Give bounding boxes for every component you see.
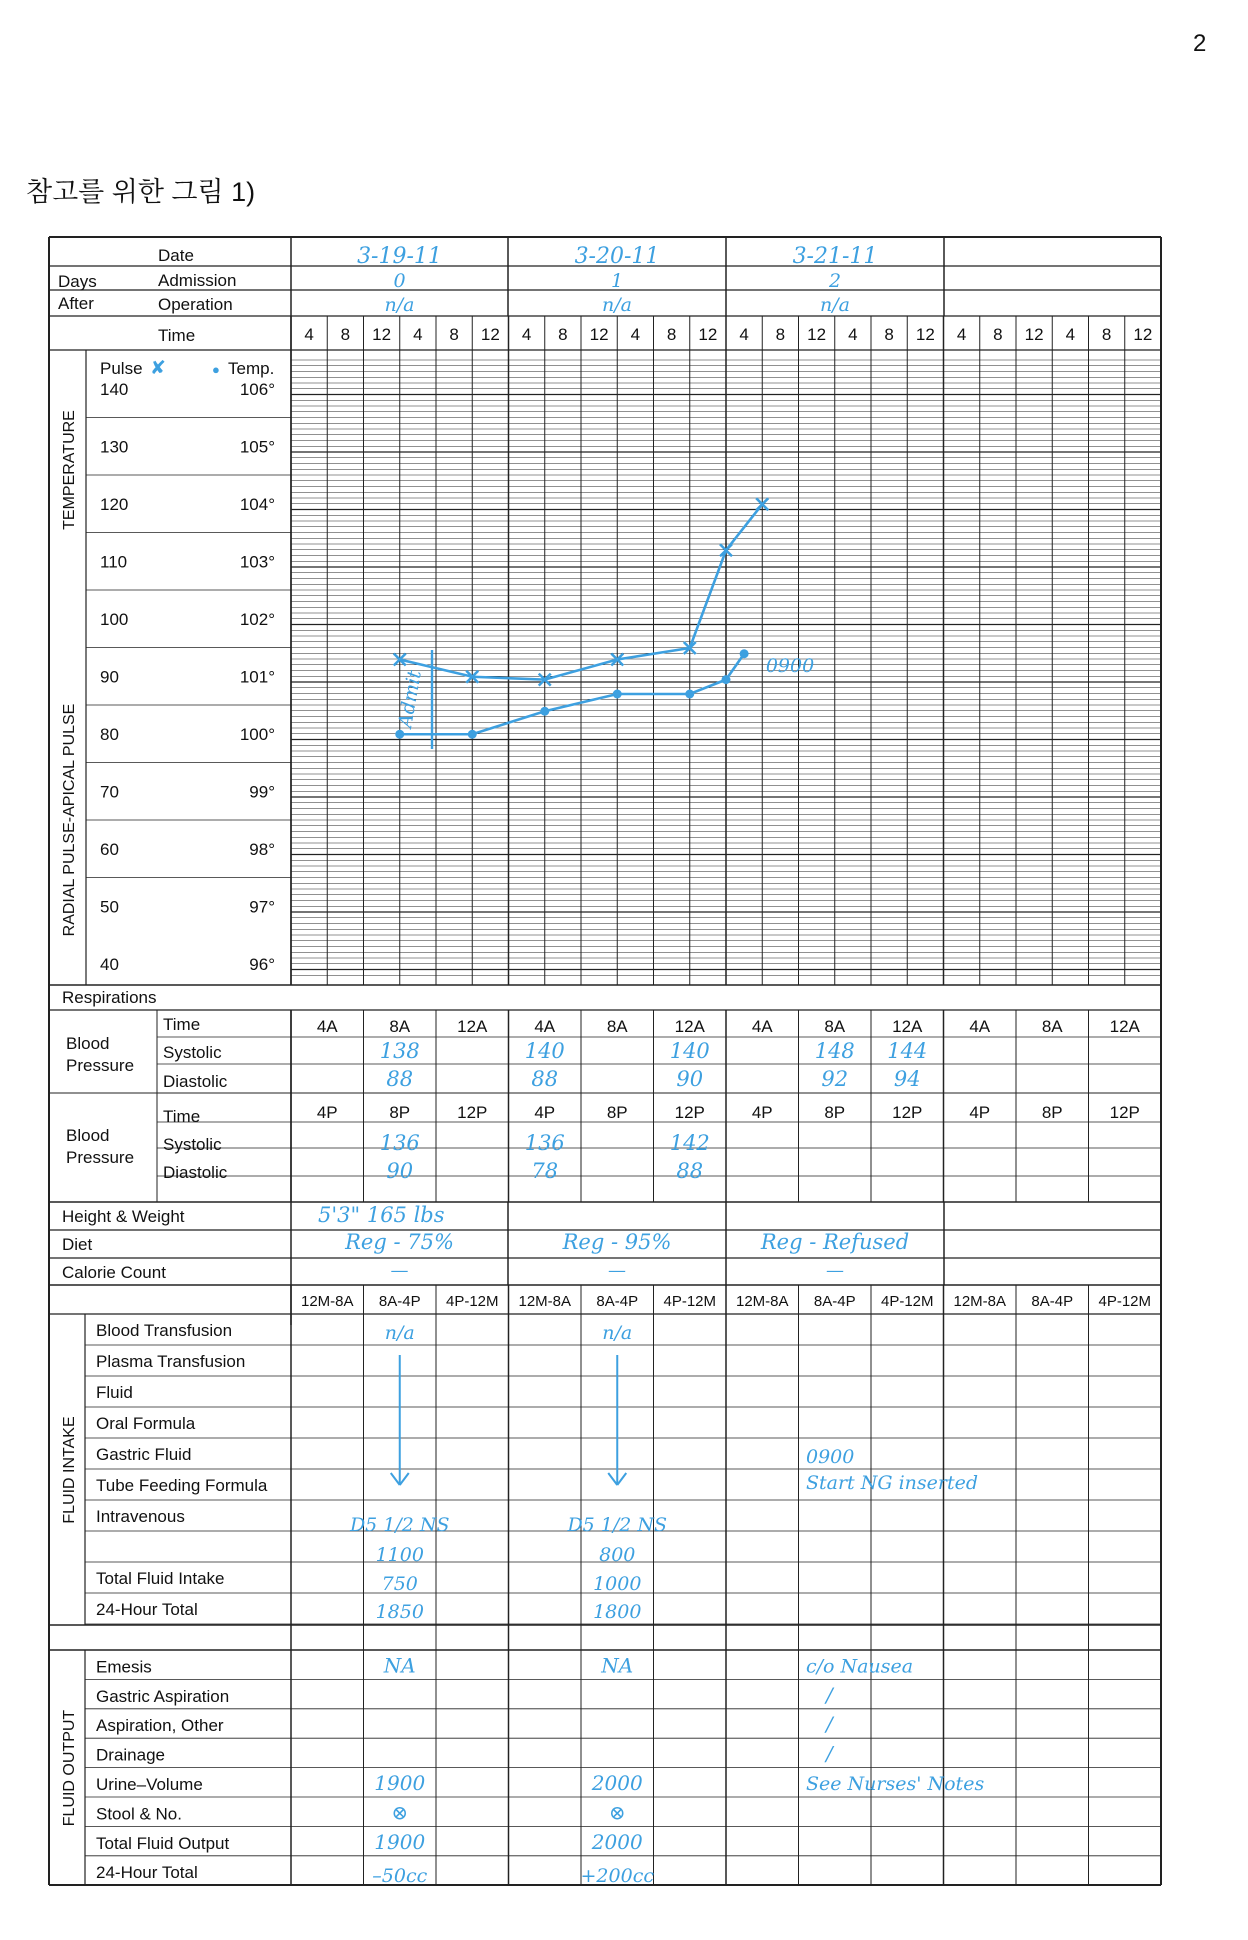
date-value: 3-19-11 bbox=[357, 244, 442, 269]
diet-value: Reg - 75% bbox=[345, 1230, 454, 1254]
diet-value: Reg - 95% bbox=[562, 1230, 672, 1254]
temp-marker-legend: ● bbox=[212, 362, 220, 377]
output-value: / bbox=[826, 1712, 833, 1737]
pulse-scale-label: 130 bbox=[100, 437, 129, 457]
output-row-label: Gastric Aspiration bbox=[96, 1686, 230, 1706]
bp-time-label: Time bbox=[163, 1107, 201, 1126]
intake-value: 1100 bbox=[375, 1544, 424, 1566]
calorie-value: — bbox=[390, 1260, 409, 1281]
time-col-label: 12 bbox=[1024, 325, 1044, 344]
bp-am-time: 8A bbox=[824, 1017, 846, 1036]
temp-scale-label: 97° bbox=[249, 897, 275, 917]
shift-col-label: 12M-8A bbox=[300, 1293, 354, 1310]
intake-row-label: Fluid bbox=[96, 1383, 133, 1402]
bp-label: Blood bbox=[66, 1034, 110, 1053]
intake-value: 1850 bbox=[375, 1601, 424, 1623]
output-row-label: Aspiration, Other bbox=[96, 1716, 224, 1736]
intake-value: Start NG inserted bbox=[806, 1472, 979, 1494]
shift-col-label: 12M-8A bbox=[735, 1293, 789, 1310]
time-label: Time bbox=[158, 326, 196, 345]
bp-am-time: 12A bbox=[457, 1017, 488, 1036]
operation-label: Operation bbox=[158, 295, 233, 314]
diastolic-value: 78 bbox=[531, 1159, 559, 1183]
page-number: 2 bbox=[1193, 30, 1207, 57]
bp-am-time: 8A bbox=[389, 1017, 411, 1036]
time-col-label: 4 bbox=[1065, 325, 1076, 344]
admission-day-value: 1 bbox=[610, 270, 624, 292]
temp-scale-label: 103° bbox=[239, 552, 275, 572]
bp-pm-time: 4P bbox=[534, 1103, 556, 1122]
bp-pm-time: 8P bbox=[824, 1103, 846, 1122]
shift-col-label: 4P-12M bbox=[445, 1293, 499, 1310]
time-col-label: 8 bbox=[340, 325, 351, 344]
bp-pm-time: 12P bbox=[1109, 1103, 1140, 1122]
systolic-value: 136 bbox=[379, 1131, 420, 1155]
output-value: / bbox=[826, 1741, 833, 1766]
fluid-intake-side-label: FLUID INTAKE bbox=[61, 1416, 78, 1524]
time-col-label: 8 bbox=[775, 325, 786, 344]
output-value: 2000 bbox=[591, 1771, 643, 1795]
temp-scale-label: 96° bbox=[249, 955, 275, 974]
intake-value: n/a bbox=[384, 1322, 415, 1344]
output-row-label: 24-Hour Total bbox=[96, 1863, 198, 1883]
bp-pm-time: 12P bbox=[892, 1103, 923, 1122]
intake-value: D5 1/2 NS bbox=[567, 1514, 668, 1536]
intake-value: 1000 bbox=[593, 1573, 642, 1595]
intake-row-label: Gastric Fluid bbox=[96, 1445, 192, 1464]
intake-value: 800 bbox=[599, 1544, 636, 1566]
temp-scale-label: 105° bbox=[239, 437, 275, 457]
bp-am-time: 4A bbox=[316, 1017, 338, 1036]
intake-row-label: 24-Hour Total bbox=[96, 1600, 198, 1619]
pulse-scale-label: 60 bbox=[100, 840, 119, 859]
systolic-value: 140 bbox=[524, 1039, 565, 1063]
output-value: NA bbox=[383, 1653, 416, 1678]
intake-row-label: Blood Transfusion bbox=[96, 1321, 233, 1340]
intake-row-label: Total Fluid Intake bbox=[96, 1569, 225, 1588]
intake-row-label: Tube Feeding Formula bbox=[96, 1476, 268, 1495]
intake-value: D5 1/2 NS bbox=[349, 1514, 450, 1536]
shift-col-label: 4P-12M bbox=[1098, 1293, 1152, 1310]
intake-value: n/a bbox=[602, 1322, 633, 1344]
systolic-value: 148 bbox=[814, 1039, 855, 1063]
shift-col-label: 12M-8A bbox=[518, 1293, 572, 1310]
systolic-value: 136 bbox=[524, 1131, 565, 1155]
shift-col-label: 8A-4P bbox=[596, 1293, 639, 1310]
handwritten-entries bbox=[318, 244, 984, 1887]
output-value: 1900 bbox=[374, 1829, 426, 1854]
pulse-scale-label: 140 bbox=[100, 380, 129, 399]
temp-scale-label: 102° bbox=[239, 610, 275, 629]
time-col-label: 4 bbox=[956, 325, 967, 344]
pulse-scale-label: 120 bbox=[100, 495, 129, 514]
days-label: Days bbox=[58, 272, 97, 291]
temp-point bbox=[740, 649, 749, 658]
output-value: NA bbox=[601, 1653, 634, 1678]
temp-point bbox=[468, 730, 477, 739]
output-row-label: Drainage bbox=[96, 1745, 165, 1765]
output-value: / bbox=[826, 1682, 833, 1707]
time-col-label: 8 bbox=[993, 325, 1003, 344]
time-note: 0900 bbox=[765, 655, 815, 677]
pulse-scale-label: 100 bbox=[100, 610, 129, 629]
shift-col-label: 4P-12M bbox=[880, 1293, 934, 1310]
operation-value: n/a bbox=[820, 294, 850, 316]
time-col-label: 4 bbox=[739, 325, 749, 344]
output-row-label: Urine–Volume bbox=[96, 1775, 203, 1794]
diastolic-value: 90 bbox=[386, 1159, 414, 1183]
time-col-label: 4 bbox=[413, 325, 423, 344]
intake-value: 0900 bbox=[806, 1446, 855, 1468]
shift-col-label: 12M-8A bbox=[953, 1293, 1007, 1310]
diastolic-label: Diastolic bbox=[163, 1072, 228, 1091]
output-value: –50cc bbox=[372, 1865, 428, 1888]
bp-pm-time: 8P bbox=[606, 1103, 628, 1122]
pulse-scale-label: 40 bbox=[100, 955, 119, 974]
bp-pm-time: 12P bbox=[674, 1103, 705, 1122]
admit-note: Admit bbox=[394, 668, 426, 730]
output-row-label: Total Fluid Output bbox=[96, 1833, 230, 1853]
temp-scale-label: 100° bbox=[239, 725, 275, 744]
time-col-label: 8 bbox=[558, 325, 568, 344]
bp-label: Blood bbox=[66, 1126, 110, 1145]
bp-am-time: 4A bbox=[534, 1017, 556, 1036]
bp-am-time: 12A bbox=[674, 1017, 705, 1036]
time-col-label: 12 bbox=[807, 325, 827, 344]
time-col-label: 12 bbox=[589, 325, 609, 344]
time-col-label: 12 bbox=[698, 325, 718, 344]
systolic-value: 138 bbox=[379, 1039, 420, 1063]
temperature-side-label: TEMPERATURE bbox=[61, 410, 78, 530]
output-value: ⊗ bbox=[608, 1800, 626, 1825]
time-col-label: 12 bbox=[915, 325, 935, 344]
systolic-label: Systolic bbox=[163, 1135, 222, 1154]
diastolic-value: 88 bbox=[676, 1159, 704, 1183]
operation-value: n/a bbox=[384, 294, 415, 316]
shift-col-label: 8A-4P bbox=[1031, 1293, 1074, 1310]
temp-scale-label: 99° bbox=[249, 782, 275, 802]
pulse-side-label: RADIAL PULSE-APICAL PULSE bbox=[61, 703, 78, 937]
diastolic-value: 88 bbox=[531, 1067, 559, 1091]
operation-value: n/a bbox=[602, 294, 632, 316]
diastolic-label: Diastolic bbox=[163, 1163, 228, 1182]
intake-arrow bbox=[391, 1473, 400, 1485]
shift-col-label: 4P-12M bbox=[663, 1293, 717, 1310]
intake-row-label: Intravenous bbox=[96, 1507, 185, 1526]
date-value: 3-20-11 bbox=[574, 244, 660, 269]
temp-point bbox=[613, 690, 622, 699]
pulse-scale-label: 110 bbox=[100, 552, 128, 572]
time-col-label: 4 bbox=[304, 325, 314, 344]
temp-point bbox=[395, 730, 404, 739]
temp-scale-label: 104° bbox=[239, 495, 275, 514]
output-value: 1900 bbox=[374, 1771, 426, 1795]
diastolic-value: 94 bbox=[893, 1067, 921, 1091]
bp-am-time: 4A bbox=[969, 1017, 991, 1036]
bp-am-time: 4A bbox=[751, 1017, 773, 1036]
bp-pm-time: 4P bbox=[751, 1103, 773, 1122]
temp-point bbox=[685, 690, 694, 699]
time-col-label: 8 bbox=[884, 325, 894, 344]
output-value: See Nurses' Notes bbox=[806, 1773, 985, 1795]
diastolic-value: 92 bbox=[821, 1067, 849, 1091]
time-col-label: 4 bbox=[630, 325, 641, 344]
time-col-label: 12 bbox=[1133, 325, 1153, 344]
shift-col-label: 8A-4P bbox=[378, 1293, 421, 1310]
bp-pm-time: 4P bbox=[969, 1103, 991, 1122]
respirations-label: Respirations bbox=[62, 988, 157, 1007]
systolic-label: Systolic bbox=[163, 1043, 222, 1062]
temp-scale-label: 106° bbox=[239, 380, 275, 399]
output-value: +200cc bbox=[580, 1865, 654, 1888]
intake-arrow bbox=[400, 1473, 409, 1485]
admission-day-value: 0 bbox=[393, 270, 406, 292]
shift-col-label: 8A-4P bbox=[813, 1293, 856, 1310]
date-value: 3-21-11 bbox=[792, 244, 878, 269]
admission-day-value: 2 bbox=[828, 270, 842, 292]
intake-row-label: Oral Formula bbox=[96, 1414, 196, 1433]
pulse-scale-label: 70 bbox=[100, 782, 119, 802]
bp-pm-time: 4P bbox=[316, 1103, 338, 1122]
systolic-value: 144 bbox=[887, 1039, 928, 1063]
temp-point bbox=[722, 675, 731, 684]
intake-arrow bbox=[617, 1473, 626, 1485]
admission-label: Admission bbox=[158, 271, 237, 290]
pulse-marker-legend: ✘ bbox=[150, 358, 166, 379]
intake-value: 750 bbox=[381, 1573, 418, 1595]
time-col-label: 8 bbox=[666, 325, 677, 344]
diastolic-value: 90 bbox=[676, 1067, 704, 1091]
fluid-output-side-label: FLUID OUTPUT bbox=[61, 1709, 78, 1827]
pulse-legend: Pulse bbox=[100, 359, 143, 378]
temp-scale-label: 101° bbox=[239, 667, 275, 687]
time-col-label: 4 bbox=[848, 325, 858, 344]
systolic-value: 140 bbox=[669, 1039, 710, 1063]
systolic-value: 142 bbox=[669, 1131, 710, 1155]
height-weight-label: Height & Weight bbox=[62, 1207, 185, 1226]
bp-label: Pressure bbox=[66, 1148, 135, 1167]
bp-am-time: 12A bbox=[1109, 1017, 1140, 1036]
intake-value: 1800 bbox=[593, 1601, 642, 1623]
bp-pm-time: 8P bbox=[389, 1103, 411, 1122]
date-label: Date bbox=[158, 246, 194, 265]
calorie-label: Calorie Count bbox=[62, 1263, 166, 1282]
time-col-label: 12 bbox=[480, 325, 500, 344]
bp-pm-time: 12P bbox=[457, 1103, 488, 1122]
pulse-scale-label: 80 bbox=[100, 725, 119, 744]
intake-row-label: Plasma Transfusion bbox=[96, 1352, 246, 1371]
temp-legend: Temp. bbox=[228, 359, 275, 378]
bp-am-time: 8A bbox=[606, 1017, 628, 1036]
output-value: c/o Nausea bbox=[806, 1655, 914, 1678]
bp-am-time: 8A bbox=[1041, 1017, 1063, 1036]
output-value: 2000 bbox=[591, 1829, 643, 1854]
pulse-scale-label: 50 bbox=[100, 897, 119, 917]
output-row-label: Emesis bbox=[96, 1657, 152, 1677]
temp-scale-label: 98° bbox=[249, 840, 275, 859]
bp-am-time: 12A bbox=[892, 1017, 923, 1036]
calorie-value: — bbox=[608, 1260, 626, 1281]
temp-point bbox=[540, 707, 549, 716]
output-value: ⊗ bbox=[391, 1800, 409, 1825]
bp-label: Pressure bbox=[66, 1056, 135, 1075]
intake-arrow bbox=[608, 1473, 617, 1485]
time-col-label: 8 bbox=[449, 325, 459, 344]
after-label: After bbox=[58, 294, 94, 313]
diastolic-value: 88 bbox=[386, 1067, 414, 1091]
diet-value: Reg - Refused bbox=[760, 1230, 910, 1254]
output-row-label: Stool & No. bbox=[96, 1804, 182, 1824]
time-col-label: 12 bbox=[372, 325, 392, 344]
bp-pm-time: 8P bbox=[1041, 1103, 1063, 1122]
time-col-label: 8 bbox=[1101, 325, 1112, 344]
time-col-label: 4 bbox=[521, 325, 532, 344]
calorie-value: — bbox=[826, 1260, 844, 1281]
pulse-scale-label: 90 bbox=[100, 667, 119, 687]
bp-time-label: Time bbox=[163, 1015, 201, 1034]
height-weight-value: 5'3" 165 lbs bbox=[318, 1203, 445, 1227]
diet-label: Diet bbox=[62, 1235, 93, 1254]
figure-title: 참고를 위한 그림 1) bbox=[26, 177, 256, 207]
